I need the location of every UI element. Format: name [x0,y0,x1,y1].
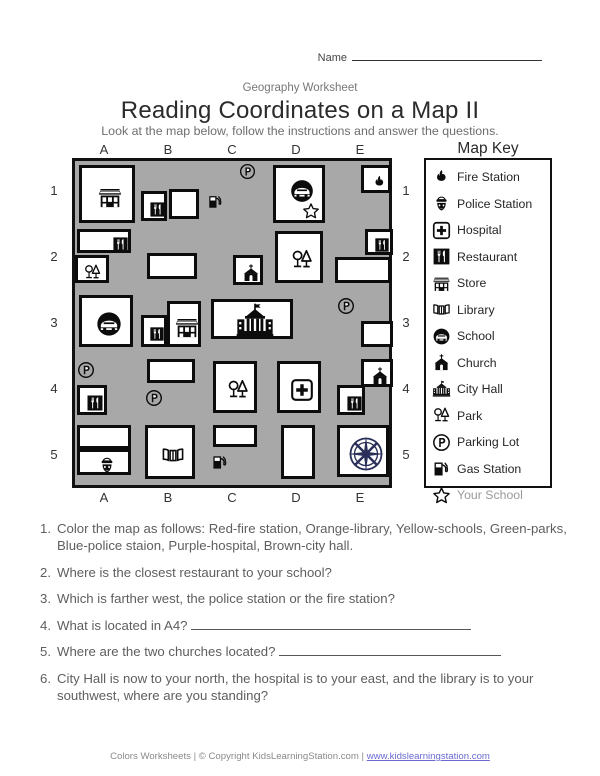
row-label-4-left: 4 [50,381,58,396]
map-key-label: School [457,329,495,344]
map-icon-E4-restaurant-icon [346,395,363,412]
map-building-E1-1[interactable] [361,165,391,193]
map-cell-A5[interactable] [75,425,139,491]
map-icon-D4-hospital-icon [290,378,314,402]
question-body [57,520,568,555]
map-building-B2-1[interactable] [147,253,197,279]
map-building-A1-1[interactable] [79,165,135,223]
fire-station-icon [432,168,451,187]
column-label-D-bottom: D [291,490,301,505]
map-cell-E1[interactable] [331,161,395,227]
map-building-B3-1[interactable] [141,315,167,347]
column-label-E-top: E [355,142,365,157]
map-building-B1-2[interactable] [169,189,199,219]
map-key-label: Restaurant [457,249,518,264]
map-building-E3-2[interactable] [361,321,393,347]
question-5 [40,643,568,660]
map-key-label: Police Station [457,196,533,211]
map-building-E5-1[interactable] [337,425,389,477]
row-label-4-right: 4 [402,381,410,396]
map-building-A5-2[interactable] [77,449,131,475]
map-building-B3-2[interactable] [167,301,201,347]
map-icon-A5-police-station-icon [97,455,117,475]
map-building-D1-1[interactable] [273,165,325,223]
map-icon-E1-fire-station-icon [371,174,388,191]
question-number: 2. [40,564,51,580]
map-cell-D2[interactable] [267,227,331,293]
question-body [57,564,568,581]
map-icon-C2-church-icon [241,263,261,283]
footer-link[interactable]: www.kidslearningstation.com [366,751,490,762]
question-number: 3. [40,591,51,607]
map-building-E2-1[interactable] [365,229,393,255]
map-key-label: Gas Station [457,461,522,476]
map-cell-D3[interactable] [267,293,331,359]
map-key-label: Park [457,408,483,423]
church-icon [432,353,451,372]
map-icon-C1-parking-lot-icon [239,163,256,180]
map-icon-D2-park-icon [290,248,314,272]
map-building-C5-1[interactable] [213,425,257,447]
column-label-A-top: A [99,142,109,157]
map-building-D2-1[interactable] [275,231,323,283]
footer [0,751,600,762]
question-text: Which is farther west, the police station or the fire station? [57,591,395,607]
column-labels-bottom [72,490,392,506]
map-cell-B5[interactable] [139,425,203,491]
your-school-star-icon [432,486,451,505]
map-building-C4-1[interactable] [213,361,257,413]
map-key-item-parking-lot [432,429,550,456]
map-cell-E5[interactable] [331,425,395,491]
map-cell-B3[interactable] [139,293,203,359]
map-building-E4-2[interactable] [337,385,365,415]
map-building-E2-2[interactable] [335,257,391,283]
map-key-label: Parking Lot [457,435,520,450]
map-key-item-restaurant [432,244,550,271]
map-icon-D1-school-icon [289,178,315,204]
map-building-A5-1[interactable] [77,425,131,449]
row-label-2-right: 2 [402,249,410,264]
map-icon-E5-compass-rose-icon [346,434,386,474]
map-icon-E3-parking-lot-icon [337,297,355,315]
map-icon-C4-park-icon [226,378,250,402]
questions-list [40,520,568,713]
map-key-title: Map Key [457,140,519,157]
column-label-D-top: D [291,142,301,157]
map-icon-B3-restaurant-icon [149,326,165,342]
column-label-E-bottom: E [355,490,365,505]
map-icon-A1-store-icon [97,184,123,210]
map-cell-A4[interactable] [75,359,139,425]
map-cell-B4[interactable] [139,359,203,425]
row-labels-right [398,158,416,488]
map-key-item-library [432,297,550,324]
map-building-A2-1[interactable] [77,229,131,253]
column-label-C-top: C [227,142,237,157]
question-text: Where is the closest restaurant to your school? [57,564,332,580]
map-cell-A2[interactable] [75,227,139,293]
question-body [57,590,568,607]
map-icon-A4-restaurant-icon [86,394,104,412]
map-building-B5-1[interactable] [145,425,195,479]
store-icon [432,274,451,293]
row-labels-left [36,158,66,488]
answer-line[interactable] [279,645,501,656]
parking-lot-icon [432,433,451,452]
map-icon-A3-school-icon [95,310,123,338]
restaurant-icon [432,247,451,266]
park-icon [432,406,451,425]
question-body [57,670,568,705]
map-key-item-your-school-star [432,482,550,509]
map-building-D4-1[interactable] [277,361,321,413]
row-label-5-left: 5 [50,447,58,462]
question-body [57,643,568,660]
name-label: Name [317,52,347,64]
map-cell-C1[interactable] [203,161,267,227]
map-icon-C1-gas-station-icon [207,193,224,210]
answer-line[interactable] [191,619,471,630]
row-label-3-left: 3 [50,315,58,330]
map-cell-E2[interactable] [331,227,395,293]
map-cell-A1[interactable] [75,161,139,227]
column-labels-top [72,142,392,156]
question-6 [40,670,568,705]
row-label-1-right: 1 [402,183,410,198]
map-key-item-school [432,323,550,350]
map-icon-A2-restaurant-icon [112,236,129,253]
library-icon [432,300,451,319]
map-cell-C5[interactable] [203,425,267,491]
column-label-B-bottom: B [163,490,173,505]
map-building-A2-2[interactable] [75,255,109,283]
page-title: Reading Coordinates on a Map II [120,97,480,124]
map-icon-B1-restaurant-icon [149,201,166,218]
map-cell-B2[interactable] [139,227,203,293]
map-building-E4-1[interactable] [361,359,393,387]
map-icon-B3-store-icon [174,314,200,340]
map-key-label: City Hall [457,382,503,397]
police-station-icon [432,194,451,213]
map-key-label: Store [457,276,487,291]
map-key-item-church [432,350,550,377]
map-icon-D1-your-school-star-icon [302,202,320,220]
question-number: 5. [40,644,51,660]
map-key-label: Fire Station [457,170,520,185]
column-label-C-bottom: C [227,490,237,505]
map-cell-D4[interactable] [267,359,331,425]
map-cell-B1[interactable] [139,161,203,227]
map-building-D5-1[interactable] [281,425,315,479]
column-label-A-bottom: A [99,490,109,505]
map-key-item-hospital [432,217,550,244]
row-label-5-right: 5 [402,447,410,462]
city-hall-icon [432,380,451,399]
map-key-label: Your School [457,488,523,503]
question-3 [40,590,568,607]
map-icon-B4-parking-lot-icon [145,389,163,407]
map-cell-C2[interactable] [203,227,267,293]
map-icon-E4-church-icon [370,366,390,386]
map-key-label: Hospital [457,223,502,238]
question-1 [40,520,568,555]
school-icon [432,327,451,346]
question-4 [40,617,568,634]
map-cell-E3[interactable] [331,293,395,359]
map-cell-C3[interactable] [203,293,267,359]
instructions-text: Look at the map below, follow the instructions and answer the questions. [101,124,499,138]
map-key-item-store [432,270,550,297]
footer-text: Colors Worksheets | © Copyright KidsLearningStation.com | [110,751,367,762]
map-key-item-fire-station [432,164,550,191]
column-label-B-top: B [163,142,173,157]
question-number: 1. [40,521,51,536]
question-number: 6. [40,670,51,686]
map-building-C2-1[interactable] [233,255,263,285]
map-grid[interactable] [72,158,392,488]
map-icon-A4-parking-lot-icon [77,361,95,379]
map-building-A4-2[interactable] [77,385,107,415]
map-key-item-police-station [432,191,550,218]
question-text: What is located in A4? [57,617,188,633]
hospital-icon [432,221,451,240]
map-building-B1-1[interactable] [141,191,167,221]
row-label-3-right: 3 [402,315,410,330]
question-2 [40,564,568,581]
map-cell-D1[interactable] [267,161,331,227]
map-key-panel [424,158,552,503]
question-text: Color the map as follows: Red-fire station, Orange-library, Yellow-schools, Green-parks, Blue-police staion, Purple-hospital, Brown-city hall. [57,521,567,554]
question-body [57,617,568,634]
question-text: Where are the two churches located? [57,644,276,660]
map-cell-A3[interactable] [75,293,139,359]
question-number: 4. [40,617,51,633]
map-key-label: Library [457,302,495,317]
map-icon-B5-library-icon [161,443,185,467]
map-key-label: Church [457,355,497,370]
worksheet-subtitle: Geography Worksheet [242,82,358,94]
map-cell-E4[interactable] [331,359,395,425]
gas-station-icon [432,459,451,478]
map-cell-C4[interactable] [203,359,267,425]
map-key-item-city-hall [432,376,550,403]
name-field-row [318,52,542,64]
map-icon-E2-restaurant-icon [374,237,390,253]
map-icon-C5-gas-station-icon [211,453,229,471]
map-building-A3-1[interactable] [79,295,133,347]
row-label-2-left: 2 [50,249,58,264]
map-building-B4-1[interactable] [147,359,195,383]
map-cell-D5[interactable] [267,425,331,491]
name-answer-line[interactable] [352,60,542,61]
map-key-item-gas-station [432,456,550,483]
map-icon-A2-park-icon [83,263,102,282]
row-label-1-left: 1 [50,183,58,198]
question-text: City Hall is now to your north, the hospital is to your east, and the library is to your southwest, where are you standing? [57,670,534,703]
map-key-item-park [432,403,550,430]
